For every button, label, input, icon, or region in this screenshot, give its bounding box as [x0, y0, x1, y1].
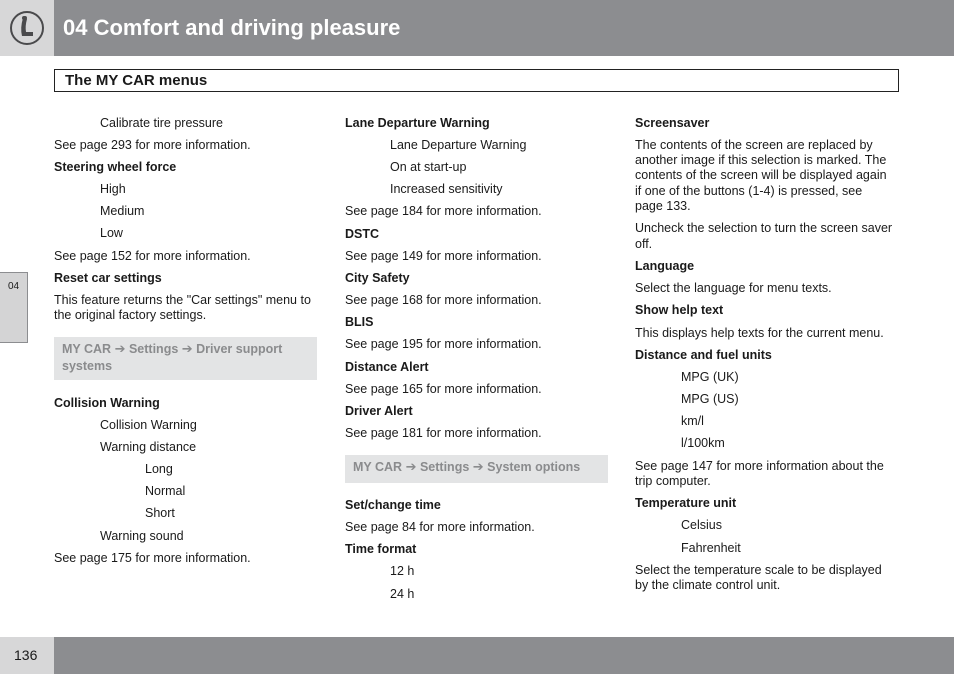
screensaver-line-3: contents of the screen will be displayed again	[635, 168, 887, 182]
menu-path-part: MY CAR	[62, 342, 112, 356]
language-title: Language	[635, 259, 695, 273]
driver-alert-see: See page 181 for more information.	[345, 426, 542, 440]
dstc-see: See page 149 for more information.	[345, 249, 542, 263]
temp-opt-fahrenheit: Fahrenheit	[681, 541, 741, 555]
section-title: The MY CAR menus	[65, 72, 208, 89]
arrow-right-icon: ➔	[181, 341, 193, 356]
steering-see: See page 152 for more information.	[54, 249, 251, 263]
side-tab-label: 04	[8, 281, 20, 292]
distance-opt-short: Short	[145, 506, 175, 520]
language-desc: Select the language for menu texts.	[635, 281, 832, 295]
seat-icon	[9, 10, 45, 46]
page-number: 136	[14, 647, 38, 663]
collision-see: See page 175 for more information.	[54, 551, 251, 565]
blis-see: See page 195 for more information.	[345, 337, 542, 351]
steering-opt-high: High	[100, 182, 126, 196]
steering-opt-medium: Medium	[100, 204, 145, 218]
help-desc: This displays help texts for the current menu.	[635, 326, 884, 340]
page-footer	[0, 637, 954, 674]
help-title: Show help text	[635, 303, 724, 317]
menu-path-part: Settings	[128, 342, 179, 356]
collision-title: Collision Warning	[54, 396, 160, 410]
temp-desc-1: Select the temperature scale to be displayed	[635, 563, 882, 577]
lane-see: See page 184 for more information.	[345, 204, 542, 218]
lane-opt-1: Lane Departure Warning	[390, 138, 527, 152]
chapter-header	[0, 0, 954, 56]
reset-desc-2: the original factory settings.	[54, 308, 207, 322]
format-title: Time format	[345, 542, 417, 556]
page-number-box	[0, 637, 54, 674]
menu-path-driver-support	[54, 337, 317, 380]
screensaver-line-5: page 133.	[635, 199, 691, 213]
time-see: See page 84 for more information.	[345, 520, 535, 534]
city-title: City Safety	[345, 271, 410, 285]
reset-desc-1: This feature returns the "Car settings" menu to	[54, 293, 311, 307]
uncheck-line-1: Uncheck the selection to turn the screen saver	[635, 221, 893, 235]
dstc-title: DSTC	[345, 227, 380, 241]
driver-alert-title: Driver Alert	[345, 404, 413, 418]
distance-opt-normal: Normal	[145, 484, 186, 498]
collision-item: Collision Warning	[100, 418, 197, 432]
units-title: Distance and fuel units	[635, 348, 772, 362]
steering-opt-low: Low	[100, 226, 123, 240]
chapter-title: 04 Comfort and driving pleasure	[63, 15, 401, 40]
screensaver-line-1: The contents of the screen are replaced by	[635, 138, 873, 152]
calibrate-item: Calibrate tire pressure	[100, 116, 223, 130]
chapter-side-tab	[0, 272, 28, 343]
distance-item: Warning distance	[100, 440, 197, 454]
screensaver-title: Screensaver	[635, 116, 710, 130]
menu-path-part: Driver support	[196, 342, 283, 356]
blis-title: BLIS	[345, 315, 374, 329]
distance-alert-title: Distance Alert	[345, 360, 429, 374]
format-opt-24h: 24 h	[390, 587, 415, 601]
format-opt-12h: 12 h	[390, 564, 415, 578]
reset-title: Reset car settings	[54, 271, 162, 285]
arrow-right-icon: ➔	[472, 459, 484, 474]
time-title: Set/change time	[345, 498, 441, 512]
city-see: See page 168 for more information.	[345, 293, 542, 307]
screensaver-line-2: another image if this selection is marked. The	[635, 153, 887, 167]
arrow-right-icon: ➔	[114, 341, 126, 356]
uncheck-line-2: off.	[635, 237, 653, 251]
menu-path-system-options	[345, 455, 608, 483]
menu-path-part: Settings	[419, 460, 470, 474]
section-heading-box	[54, 69, 899, 92]
units-opt-mpg-us: MPG (US)	[681, 392, 739, 406]
units-opt-l100km: l/100km	[681, 436, 725, 450]
units-see-1: See page 147 for more information about the	[635, 459, 884, 473]
steering-title: Steering wheel force	[54, 160, 177, 174]
menu-path-part: systems	[62, 359, 113, 373]
distance-alert-see: See page 165 for more information.	[345, 382, 542, 396]
arrow-right-icon: ➔	[405, 459, 417, 474]
sound-item: Warning sound	[100, 529, 184, 543]
distance-opt-long: Long	[145, 462, 173, 476]
screensaver-line-4: if one of the buttons (1-4) is pressed, see	[635, 184, 863, 198]
lane-opt-2: On at start-up	[390, 160, 467, 174]
lane-title: Lane Departure Warning	[345, 116, 490, 130]
temp-title: Temperature unit	[635, 496, 737, 510]
units-opt-kml: km/l	[681, 414, 704, 428]
chapter-icon-box	[0, 0, 54, 56]
calibrate-see: See page 293 for more information.	[54, 138, 251, 152]
lane-opt-3: Increased sensitivity	[390, 182, 503, 196]
units-see-2: trip computer.	[635, 474, 711, 488]
menu-path-part: MY CAR	[353, 460, 403, 474]
menu-path-part: System options	[487, 460, 581, 474]
units-opt-mpg-uk: MPG (UK)	[681, 370, 739, 384]
temp-desc-2: by the climate control unit.	[635, 578, 781, 592]
temp-opt-celsius: Celsius	[681, 518, 722, 532]
